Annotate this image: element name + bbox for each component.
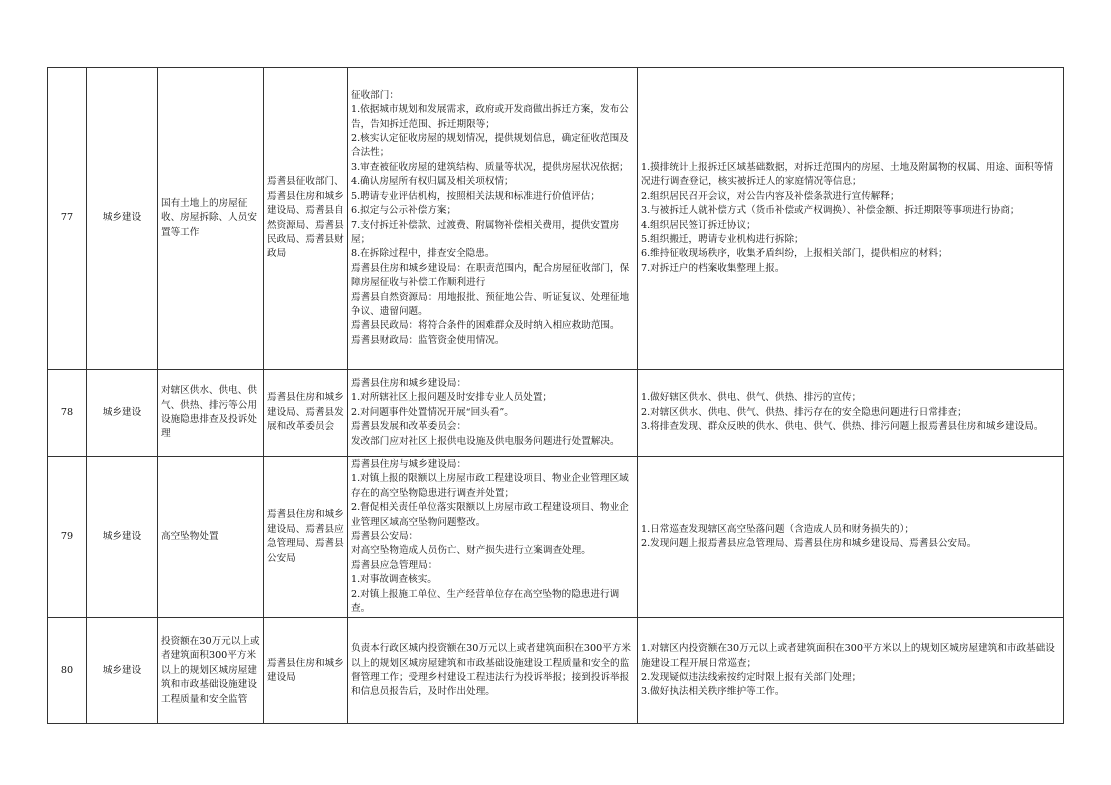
resp-line: 2.督促相关责任单位落实限额以上房屋市政工程建设项目、物业企业管理区域高空坠物问题整改。 (351, 502, 629, 528)
resp-line: 焉耆县住房和城乡建设局： (351, 377, 467, 389)
resp-line: 焉耆县发展和改革委员会： (351, 421, 467, 433)
resp-line: 1.对事故调查核实。 (351, 574, 437, 586)
row-category: 城乡建设 (87, 457, 158, 618)
task-line: 3.将排查发现、群众反映的供水、供电、供气、供热、排污问题上报焉耆县住房和城乡建设局。 (641, 421, 1044, 433)
resp-line: 焉耆县自然资源局：用地报批、预征地公告、听证复议、处理征地争议、遗留问题。 (351, 291, 630, 317)
resp-line: 焉耆县住房和城乡建设局：在职责范围内，配合房屋征收部门，保障房屋征收与补偿工作顺利进行 (351, 262, 630, 289)
row-tasks (638, 457, 1064, 618)
duty-table (47, 67, 1064, 724)
row-number: 78 (48, 370, 87, 457)
task-line: 2.发现疑似违法线索按约定时限上报有关部门处理； (641, 671, 862, 683)
table-row (48, 68, 1064, 370)
resp-line: 6.拟定与公示补偿方案； (351, 205, 457, 217)
row-departments: 焉耆县住房和城乡建设局、焉耆县应急管理局、焉耆县公安局 (264, 457, 348, 618)
resp-line: 负责本行政区城内投资额在30万元以上或者建筑面积在300平方米以上的规划区城房屋建筑和市政基础设施建设工程质量和安全的监督管理工作；受理乡村建设工程违法行为投诉举报；接到投诉举报和信息员报告后，及时作出处理。 (351, 643, 631, 698)
task-line: 7.对拆迁户的档案收集整理上报。 (641, 262, 785, 274)
row-category: 城乡建设 (87, 68, 158, 370)
row-tasks (638, 618, 1064, 724)
row-responsibilities (348, 370, 638, 457)
resp-line: 发改部门应对社区上报供电设施及供电服务问题进行处置解决。 (351, 435, 620, 447)
row-departments: 焉耆县住房和城乡建设局 (264, 618, 348, 724)
resp-line: 2.核实认定征收房屋的规划情况，提供规划信息，确定征收范围及合法性； (351, 133, 629, 159)
table-row (48, 618, 1064, 724)
row-departments: 焉耆县住房和城乡建设局、焉耆县发展和改革委员会 (264, 370, 348, 457)
resp-line: 5.聘请专业评估机构，按照相关法规和标准进行价值评估； (351, 190, 600, 202)
row-tasks (638, 370, 1064, 457)
resp-line: 3.审查被征收房屋的建筑结构、质量等状况，提供房屋状况依据； (351, 161, 629, 173)
resp-line: 1.对镇上报的限额以上房屋市政工程建设项目、物业企业管理区域存在的高空坠物隐患进行调查并处置； (351, 473, 629, 499)
resp-line: 征收部门： (351, 89, 399, 101)
task-line: 3.做好执法相关秩序维护等工作。 (641, 686, 785, 698)
task-line: 4.组织居民签订拆迁协议； (641, 219, 756, 231)
row-number: 80 (48, 618, 87, 724)
resp-line: 2.对问题事件处置情况开展“回头看”。 (351, 406, 514, 418)
row-responsibilities (348, 618, 638, 724)
row-number: 79 (48, 457, 87, 618)
row-item: 投资额在30万元以上或者建筑面积300平方米以上的规划区城房屋建筑和市政基础设施建设工程质量和安全监管 (158, 618, 264, 724)
resp-line: 焉耆县应急管理局： (351, 559, 438, 571)
resp-line: 焉耆县财政局：监管资金使用情况。 (351, 334, 505, 346)
resp-line: 1.对所辖社区上报问题及时安排专业人员处置； (351, 392, 553, 404)
resp-line: 4.确认房屋所有权归属及相关项权情； (351, 176, 514, 188)
row-category: 城乡建设 (87, 370, 158, 457)
row-category: 城乡建设 (87, 618, 158, 724)
row-responsibilities (348, 457, 638, 618)
task-line: 5.组织搬迁，聘请专业机构进行拆除； (641, 233, 804, 245)
row-item: 高空坠物处置 (158, 457, 264, 618)
task-line: 2.对辖区供水、供电、供气、供热、排污存在的安全隐患问题进行日常排查； (641, 406, 967, 418)
row-responsibilities (348, 68, 638, 370)
resp-line: 8.在拆除过程中，排查安全隐患。 (351, 248, 495, 260)
resp-line: 焉耆县住房与城乡建设局： (351, 459, 467, 470)
table-row (48, 457, 1064, 618)
task-line: 1.摸排统计上报拆迁区域基础数据，对拆迁范围内的房屋、土地及附属物的权属、用途、面积等情况进行调查登记，核实被拆迁人的家庭情况等信息； (641, 161, 1054, 188)
resp-line: 2.对镇上报施工单位、生产经营单位存在高空坠物的隐患进行调查。 (351, 588, 620, 615)
resp-line: 1.依据城市规划和发展需求，政府或开发商做出拆迁方案，发布公告，告知拆迁范围、拆迁期限等； (351, 104, 629, 130)
table-row (48, 370, 1064, 457)
row-item: 对辖区供水、供电、供气、供热、排污等公用设施隐患排查及投诉处理 (158, 370, 264, 457)
row-number: 77 (48, 68, 87, 370)
resp-line: 7.支付拆迁补偿款、过渡费、附属物补偿相关费用，提供安置房屋； (351, 219, 620, 245)
task-line: 1.日常巡查发现辖区高空坠落问题（含造成人员和财务损失的）； (641, 523, 914, 535)
task-line: 6.维持征收现场秩序，收集矛盾纠纷，上报相关部门，提供相应的材料； (641, 248, 948, 260)
row-tasks (638, 68, 1064, 370)
row-departments: 焉耆县征收部门、焉耆县住房和城乡建设局、焉耆县自然资源局、焉耆县民政局、焉耆县财政局 (264, 68, 348, 370)
task-line: 1.对辖区内投资额在30万元以上或者建筑面积在300平方米以上的规划区城房屋建筑和市政基础设施建设工程开展日常巡查； (641, 643, 1055, 669)
task-line: 2.组织居民召开会议，对公告内容及补偿条款进行宣传解释； (641, 190, 900, 202)
task-line: 1.做好辖区供水、供电、供气、供热、排污的宣传； (641, 392, 862, 404)
task-line: 3.与被拆迁人就补偿方式（货币补偿或产权调换）、补偿金额、拆迁期限等事项进行协商； (641, 205, 1020, 217)
task-line: 2.发现问题上报焉耆县应急管理局、焉耆县住房和城乡建设局、焉耆县公安局。 (641, 538, 977, 550)
resp-line: 对高空坠物造成人员伤亡、财产损失进行立案调查处理。 (351, 545, 591, 557)
resp-line: 焉耆县民政局：将符合条件的困难群众及时纳入相应救助范围。 (351, 320, 620, 332)
row-item: 国有土地上的房屋征收、房屋拆除、人员安置等工作 (158, 68, 264, 370)
resp-line: 焉耆县公安局： (351, 531, 419, 543)
